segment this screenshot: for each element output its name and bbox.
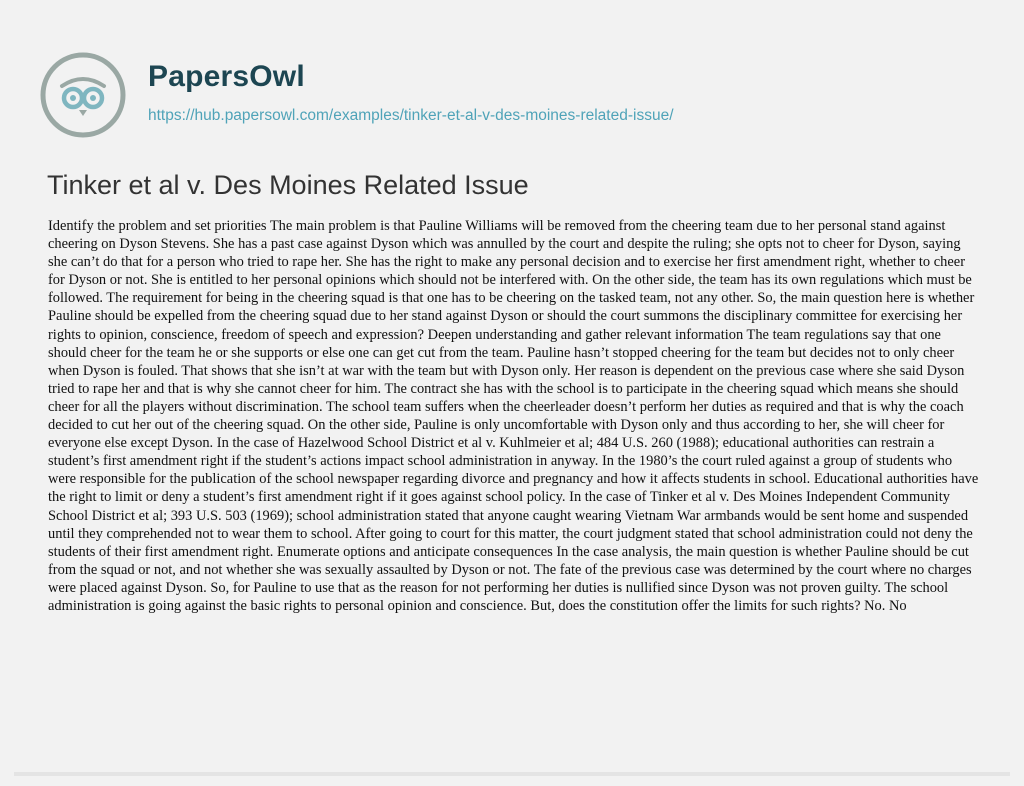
brand-name: PapersOwl <box>148 60 305 93</box>
document-body: Identify the problem and set priorities The main problem is that Pauline Williams will be removed from the cheering team due to her personal stand against cheering on Dyson Stevens. She has a past case against Dyson which was annulled by the court and despite the ruling; she opts not to cheer for Dyson, saying she can’t do that for a person who tried to rape her. She has the right to make any personal decision and to exercise her first amendment right, whether to cheer for Dyson or not. She is entitled to her personal opinions which should not be interfered with. On the other side, the team has its own regulations which must be followed. The requirement for being in the cheering squad is that one has to be cheering on the tasked team, not any other. So, the main question here is whether Pauline should be expelled from the cheering squad due to her stand against Dyson or should the court summons the disciplinary committee for exercising her rights to opinion, conscience, freedom of speech and expression? Deepen understanding and gather relevant information The team regulations say that one should cheer for the team he or she supports or else one can get cut from the team. Pauline hasn’t stopped cheering for the team but decides not to only cheer when Dyson is fouled. That shows that she isn’t at war with the team but with Dyson only. Her reason is dependent on the previous case where she said Dyson tried to rape her and that is why she cannot cheer for him. The contract she has with the school is to participate in the cheering squad which means she should cheer for all the players without discrimination. The school team suffers when the cheerleader doesn’t perform her duties as required and that is why the coach decided to cut her out of the cheering squad. On the other side, Pauline is only uncomfortable with Dyson only and thus according to her, she will cheer for everyone else except Dyson. In the case of Hazelwood School District et al v. Kuhlmeier et al; 484 U.S. 260 (1988); educational authorities can restrain a student’s first amendment right if the student’s actions impact school administration in anyway. In the 1980’s the court ruled against a group of students who were responsible for the publication of the school newspaper regarding divorce and pregnancy and how it affects students in school. Educational authorities have the right to limit or deny a student’s first amendment right if it goes against school policy. In the case of Tinker et al v. Des Moines Independent Community School District et al; 393 U.S. 503 (1969); school administration stated that anyone caught wearing Vietnam War armbands would be sent home and suspended until they comprehended not to wear them to school. After going to court for this matter, the court judgment stated that school administration could not deny the students of their first amendment right. Enumerate options and anticipate consequences In the case analysis, the main question is whether Pauline should be cut from the squad or not, and not whether she was sexually assaulted by Dyson or not. The fate of the previous case was determined by the court where no charges were placed against Dyson. So, for Pauline to use that as the reason for not performing her duties is nullified since Dyson was not proven guilty. The school administration is going against the basic rights to personal opinion and conscience. But, does the constitution offer the limits for such rights? No. No <box>48 218 979 614</box>
brand-block <box>148 52 674 125</box>
document-title: Tinker et al v. Des Moines Related Issue <box>47 170 529 200</box>
site-header <box>40 52 674 138</box>
bottom-divider <box>14 772 1010 776</box>
owl-icon <box>40 52 126 138</box>
source-url-link[interactable]: https://hub.papersowl.com/examples/tinker-et-al-v-des-moines-related-issue/ <box>148 107 674 124</box>
